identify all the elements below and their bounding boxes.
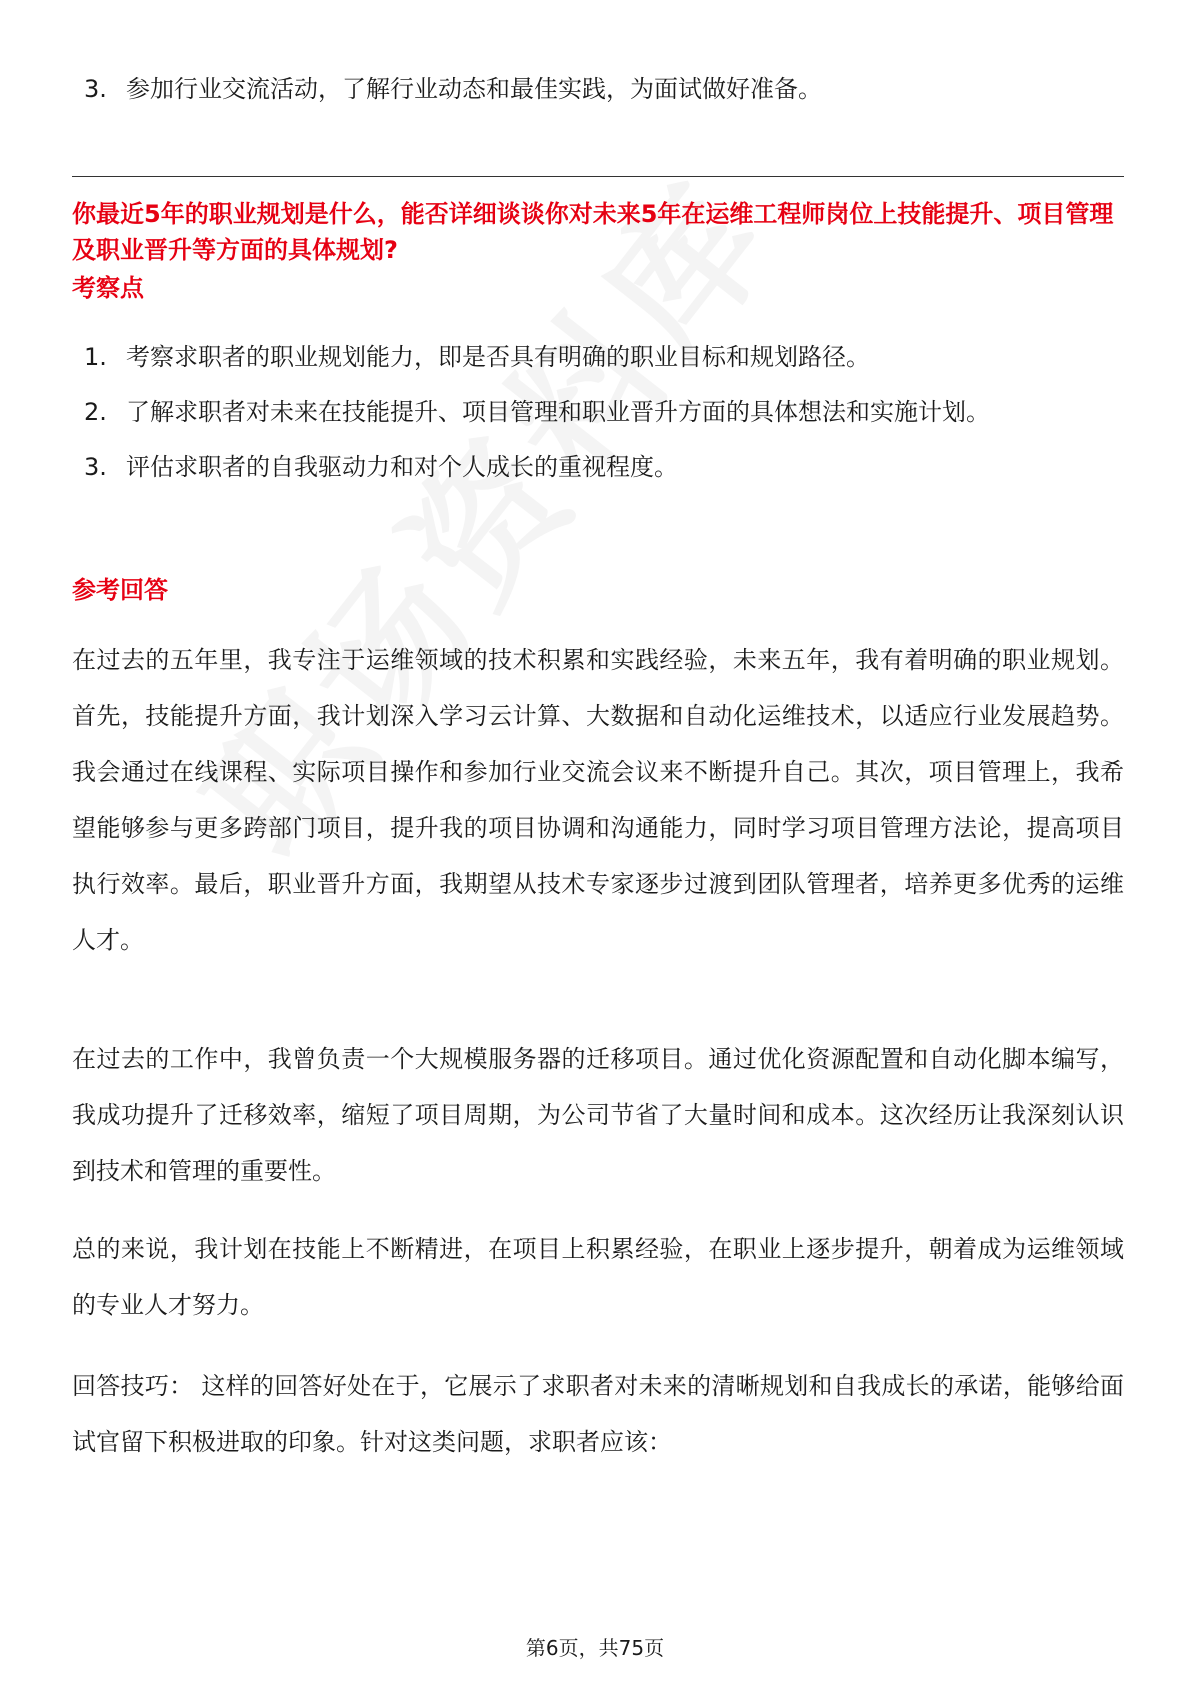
list-text: 了解求职者对未来在技能提升、项目管理和职业晋升方面的具体想法和实施计划。 [126,398,990,426]
list-number: 2. [84,398,107,426]
list-text: 参加行业交流活动，了解行业动态和最佳实践，为面试做好准备。 [126,75,822,103]
divider [72,176,1124,177]
list-number: 3. [84,75,107,103]
tips-paragraph: 回答技巧： 这样的回答好处在于，它展示了求职者对未来的清晰规划和自我成长的承诺，能够给面试官留下积极进取的印象。针对这类问题，求职者应该： [72,1372,1124,1456]
top-list [84,62,1124,117]
list-item [84,330,1124,385]
answer-paragraph: 在过去的五年里，我专注于运维领域的技术积累和实践经验，未来五年，我有着明确的职业规划。首先，技能提升方面，我计划深入学习云计算、大数据和自动化运维技术，以适应行业发展趋势。我会通过在线课程、实际项目操作和参加行业交流会议来不断提升自己。其次，项目管理上，我希望能够参与更多跨部门项目，提升我的项目协调和沟通能力，同时学习项目管理方法论，提高项目执行效率。最后，职业晋升方面，我期望从技术专家逐步过渡到团队管理者，培养更多优秀的运维人才。 [72,646,1124,954]
list-item [84,385,1124,440]
question-heading: 你最近5年的职业规划是什么，能否详细谈谈你对未来5年在运维工程师岗位上技能提升、项目管理及职业晋升等方面的具体规划? [72,200,1114,264]
page-footer: 第6页，共75页 [525,1636,665,1660]
section-title-kaochadian: 考察点 [72,274,144,302]
kaochadian-list [84,330,1124,495]
list-text: 考察求职者的职业规划能力，即是否具有明确的职业目标和规划路径。 [126,343,870,371]
list-number: 1. [84,343,107,371]
answer-paragraph: 总的来说，我计划在技能上不断精进，在项目上积累经验，在职业上逐步提升，朝着成为运维领域的专业人才努力。 [72,1235,1124,1319]
answer-paragraph: 在过去的工作中，我曾负责一个大规模服务器的迁移项目。通过优化资源配置和自动化脚本编写，我成功提升了迁移效率，缩短了项目周期，为公司节省了大量时间和成本。这次经历让我深刻认识到技术和管理的重要性。 [72,1045,1124,1185]
list-text: 评估求职者的自我驱动力和对个人成长的重视程度。 [126,453,678,481]
list-item [84,440,1124,495]
list-number: 3. [84,453,107,481]
list-item [84,62,1124,117]
section-title-cankao: 参考回答 [72,576,168,604]
